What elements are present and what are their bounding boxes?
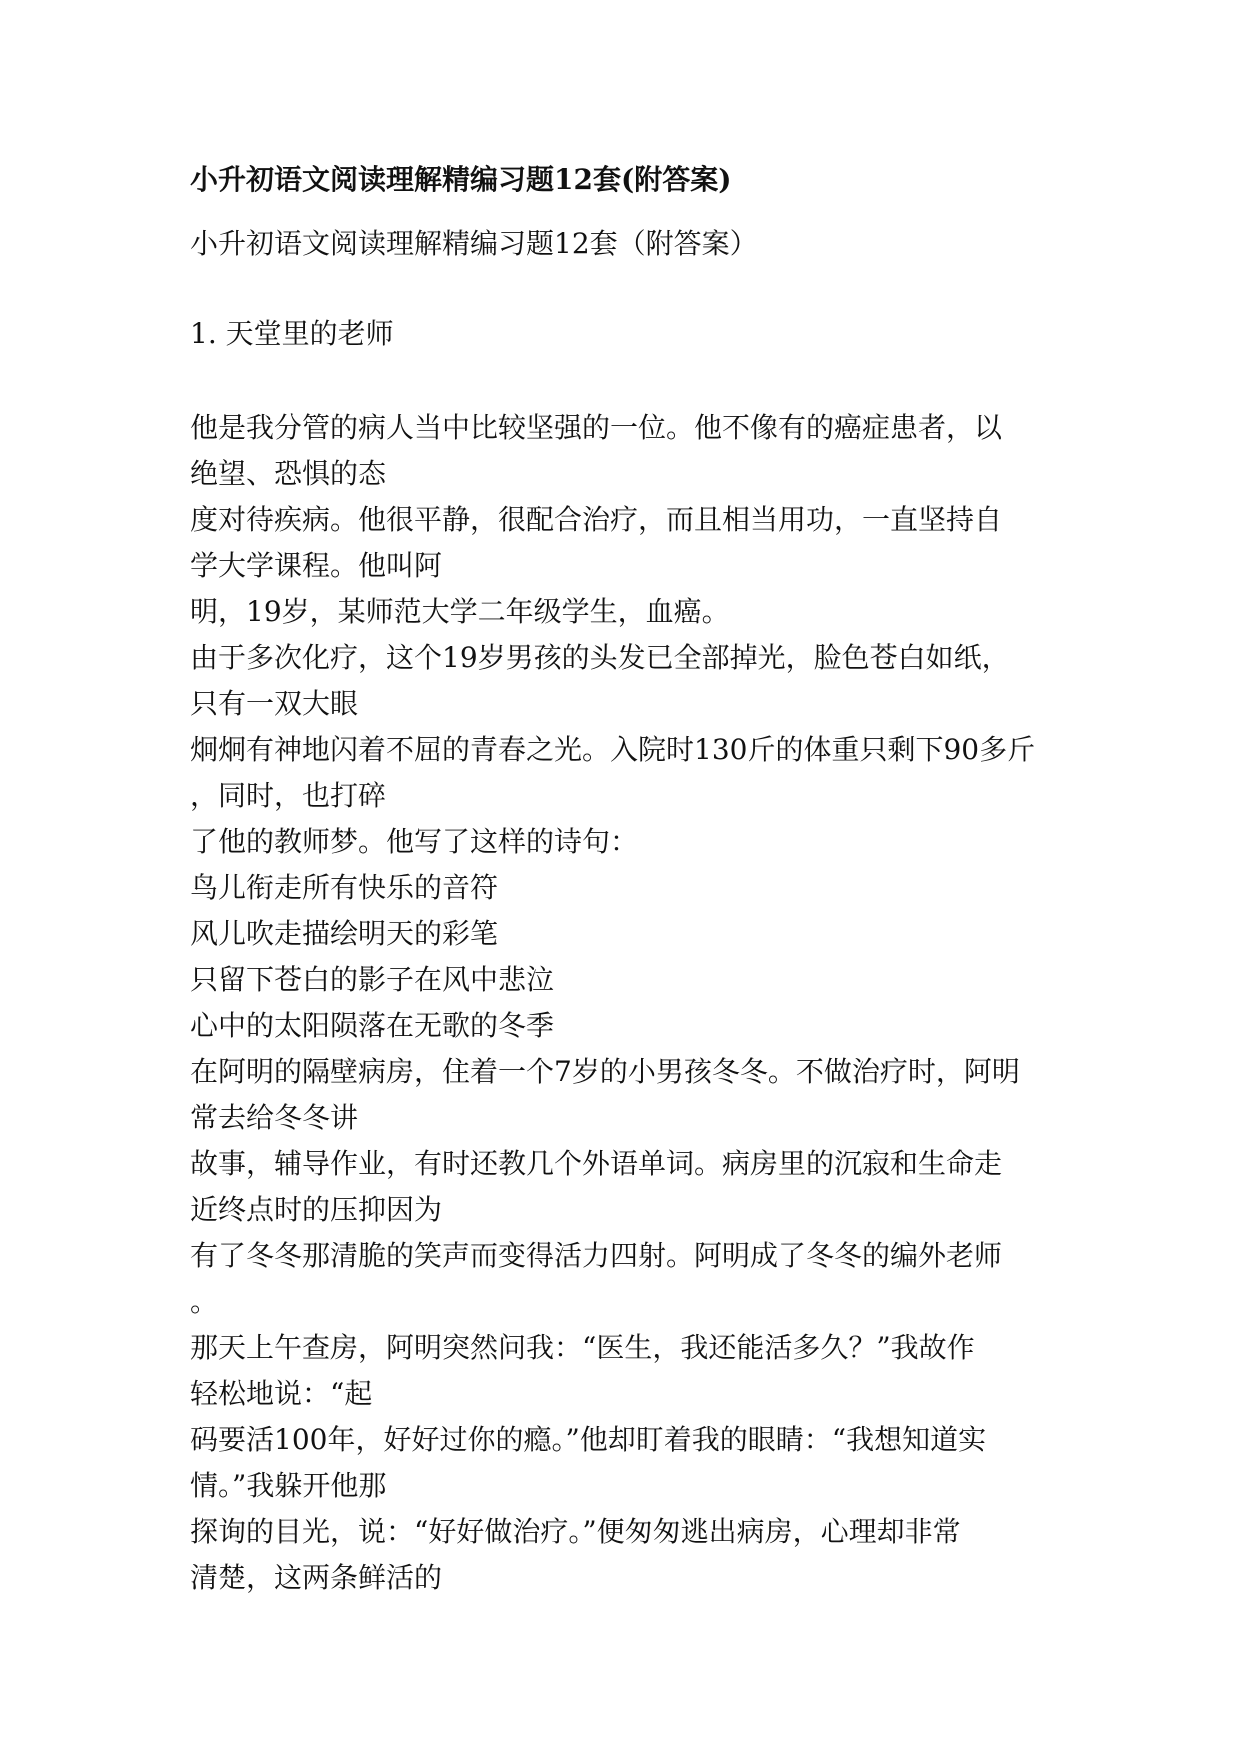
text-line: 度对待疾病。他很平静，很配合治疗，而且相当用功，一直坚持自	[190, 503, 1003, 536]
text-line: 近终点时的压抑因为	[190, 1193, 443, 1226]
text-line: 只有一双大眼	[190, 687, 359, 720]
text-line: 常去给冬冬讲	[190, 1101, 359, 1134]
text-line: 码要活100年，好好过你的瘾。”他却盯着我的眼睛：“我想知道实	[190, 1423, 987, 1456]
text-line: 他是我分管的病人当中比较坚强的一位。他不像有的癌症患者，以	[190, 411, 1003, 444]
text-line: 心中的太阳陨落在无歌的冬季	[190, 1009, 555, 1042]
text-line: 。	[190, 1285, 219, 1318]
document-subtitle: 小升初语文阅读理解精编习题12套（附答案）	[190, 227, 758, 260]
text-line: 故事，辅导作业，有时还教几个外语单词。病房里的沉寂和生命走	[190, 1147, 1003, 1180]
text-line: 绝望、恐惧的态	[190, 457, 387, 490]
text-line: 清楚，这两条鲜活的	[190, 1561, 443, 1594]
text-line: 炯炯有神地闪着不屈的青春之光。入院时130斤的体重只剩下90多斤	[190, 733, 1036, 766]
text-line: 由于多次化疗，这个19岁男孩的头发已全部掉光，脸色苍白如纸，	[190, 641, 1010, 674]
text-line: 轻松地说：“起	[190, 1377, 373, 1410]
text-line: 风儿吹走描绘明天的彩笔	[190, 917, 499, 950]
text-line: 那天上午查房，阿明突然问我：“医生，我还能活多久？”我故作	[190, 1331, 975, 1364]
document-title: 小升初语文阅读理解精编习题12套(附答案)	[190, 163, 732, 196]
text-line: 鸟儿衔走所有快乐的音符	[190, 871, 499, 904]
text-line: 探询的目光，说：“好好做治疗。”便匆匆逃出病房，心理却非常	[190, 1515, 961, 1548]
text-line: 明，19岁，某师范大学二年级学生，血癌。	[190, 595, 730, 628]
body-text	[190, 405, 1190, 1601]
text-line: ，同时，也打碎	[190, 779, 387, 812]
text-line: 在阿明的隔壁病房，住着一个7岁的小男孩冬冬。不做治疗时，阿明	[190, 1055, 1020, 1088]
text-line: 有了冬冬那清脆的笑声而变得活力四射。阿明成了冬冬的编外老师	[190, 1239, 1003, 1272]
text-line: 情。”我躲开他那	[190, 1469, 387, 1502]
section-heading: 1. 天堂里的老师	[190, 317, 394, 350]
text-line: 只留下苍白的影子在风中悲泣	[190, 963, 555, 996]
text-line: 学大学课程。他叫阿	[190, 549, 443, 582]
text-line: 了他的教师梦。他写了这样的诗句：	[190, 825, 639, 858]
